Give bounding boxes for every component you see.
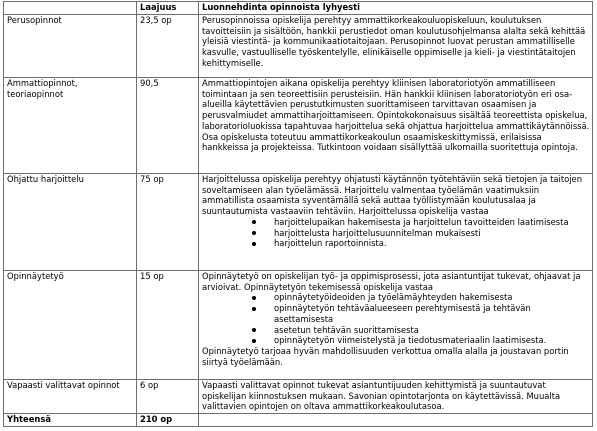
list-item: opinnäytetyöideoiden ja työelämäyhteyden hakemisesta: [266, 292, 590, 303]
table-row-vapaasti-valittavat: [4, 380, 593, 414]
description-text-after: Opinnäytetyö tarjoaa hyvän mahdollisuuden verkottua omalla alalla ja joustavan portin siirtyä työelämään.: [202, 345, 569, 367]
description-text: Opinnäytetyö on opiskelijan työ- ja oppimisprosessi, jota asiantuntijat tukevat, ohjaavat ja arvioivat. Opinnäytetyön tekemisessä opiskelija vastaa: [202, 271, 581, 292]
table-row-ohjattu-harjoittelu: [4, 174, 593, 271]
list-item: asetetun tehtävän suorittamisesta: [266, 325, 590, 336]
row-name: Ohjattu harjoittelu: [4, 174, 137, 271]
row-scope: 90,5: [137, 78, 199, 174]
header-cell-name: [4, 2, 137, 15]
total-scope: 210 op: [137, 414, 199, 427]
bullet-list: [202, 292, 590, 346]
total-empty: [199, 414, 593, 427]
row-name: Vapaasti valittavat opinnot: [4, 380, 137, 414]
list-item: opinnäytetyön viimeistelystä ja tiedotusmateriaalin laatimisesta.: [266, 335, 590, 346]
list-item: harjoittelusta harjoittelusuunnitelman mukaisesti: [266, 228, 590, 239]
bullet-list: [202, 217, 590, 249]
row-name: Opinnäytetyö: [4, 271, 137, 380]
table-total-row: [4, 414, 593, 427]
table-header-row: [4, 2, 593, 15]
description-text: Ammattiopintojen aikana opiskelija perehtyy kliinisen laboratoriotyön ammatilliseen toimintaan ja sen teoreettisiin perusteisiin. Hän hankkii kliinisen laboratoriotyön eri osa-alueilla käytettävien perustutkimusten suorittamiseen tarvittavan osaamisen ja perusvalmiudet ammattiharjoittamiseen. Opintokokonaisuus sisältää teoreettista opiskelua, laboratorioluokissa tapahtuvaa harjoittelua sekä ohjattua harjoittelua ammattikäytännöissä. Osa opiskelusta toteutuu ammattikorkeakoulun osaamiskeskittymissä, erilaisissa hankkeissa ja projekteissa. Tutkintoon voidaan sisällyttää ulkomailla suoritettuja opintoja.: [202, 78, 590, 153]
total-label: Yhteensä: [4, 414, 137, 427]
row-description: [199, 271, 593, 380]
table-row-perusopinnot: [4, 15, 593, 78]
list-item: harjoittelun raportoinnista.: [266, 238, 590, 249]
description-text: Vapaasti valittavat opinnot tukevat asiantuntijuuden kehittymistä ja suuntautuvat opiskelijan kiinnostuksen mukaan. Savonian opintotarjonta on käytettävissä. Muualta valittavien opintojen on oltava ammattikorkeakoulutasoa.: [202, 380, 561, 412]
row-scope: 6 op: [137, 380, 199, 414]
table-row-opinnaytetyo: [4, 271, 593, 380]
row-name: Ammattiopinnot, teoriaopinnot: [4, 78, 137, 174]
header-cell-description: Luonnehdinta opinnoista lyhyesti: [199, 2, 593, 15]
header-cell-scope: Laajuus: [137, 2, 199, 15]
description-text: Harjoittelussa opiskelija perehtyy ohjatusti käytännön työtehtäviin sekä tietojen ja taitojen soveltamiseen alan työelämässä. Harjoittelu valmentaa työelämän vaatimuksiin ammatillista osaamista syventämällä sekä auttaa työllistymään koulutusalaa ja suuntautumista vastaaviin tehtäviin. Harjoittelussa opiskelija vastaa: [202, 174, 583, 217]
curriculum-table: [3, 1, 593, 427]
row-scope: 75 op: [137, 174, 199, 271]
description-text: Perusopinnoissa opiskelija perehtyy ammattikorkeakouluopiskeluun, koulutuksen tavoitteisiin ja sisältöön, hankkii perustiedot oman koulutusohjelmansa alalta sekä kehittää yleisiä viestintä- ja kommunikaatiotaitojaan. Perusopinnot luovat perustan ammatilliselle kasvulle, vastuulliselle työskentelylle, elinikäiselle oppimiselle ja kieli- ja viestintätaitojen kehittymiselle.: [202, 15, 586, 68]
row-scope: 15 op: [137, 271, 199, 380]
list-item: opinnäytetyön tehtäväalueeseen perehtymisestä ja tehtävän asettamisesta: [266, 303, 590, 324]
row-description: [199, 380, 593, 414]
row-scope: 23,5 op: [137, 15, 199, 78]
row-description: [199, 15, 593, 78]
row-description: [199, 174, 593, 271]
row-description: [199, 78, 593, 174]
table-row-ammattiopinnot: [4, 78, 593, 174]
list-item: harjoittelupaikan hakemisesta ja harjoittelun tavoitteiden laatimisesta: [266, 217, 590, 228]
row-name: Perusopinnot: [4, 15, 137, 78]
